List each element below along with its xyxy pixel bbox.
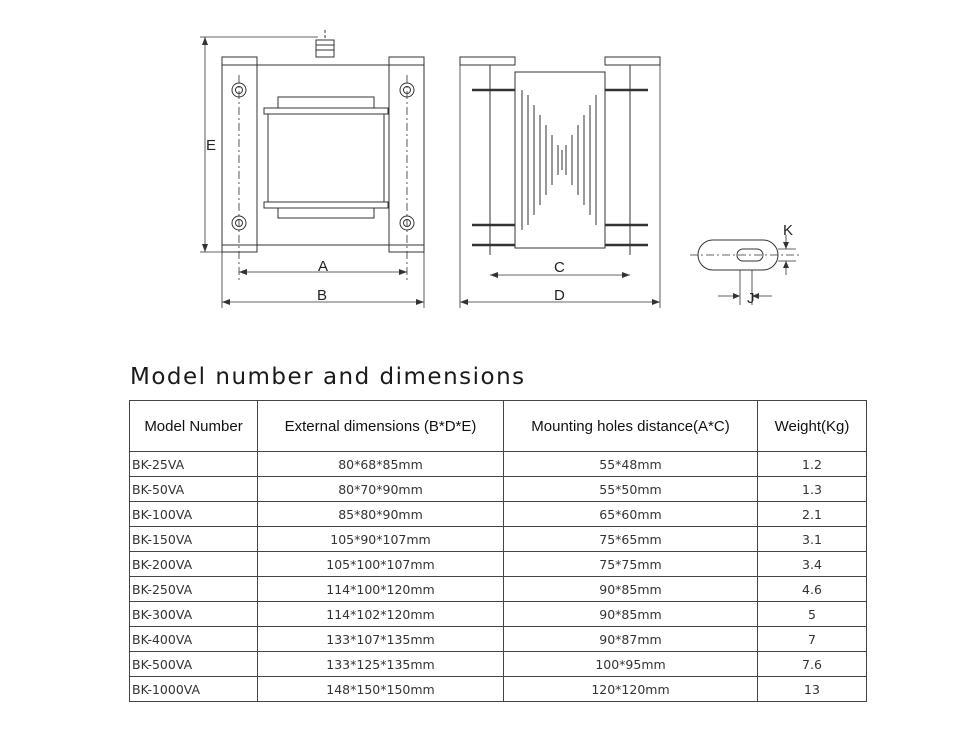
cell-weight: 7.6 <box>758 652 867 677</box>
cell-model: BK-25VA <box>130 452 258 477</box>
cell-weight: 1.3 <box>758 477 867 502</box>
section-title: Model number and dimensions <box>130 364 526 390</box>
cell-model: BK-500VA <box>130 652 258 677</box>
label-j: J <box>747 290 755 307</box>
cell-model: BK-250VA <box>130 577 258 602</box>
cell-external-dimensions: 105*90*107mm <box>258 527 504 552</box>
cell-mounting-holes: 65*60mm <box>504 502 758 527</box>
cell-model: BK-300VA <box>130 602 258 627</box>
cell-model: BK-100VA <box>130 502 258 527</box>
cell-external-dimensions: 148*150*150mm <box>258 677 504 702</box>
table-row <box>130 652 867 677</box>
label-c: C <box>554 259 565 276</box>
table-row <box>130 577 867 602</box>
cell-model: BK-400VA <box>130 627 258 652</box>
cell-weight: 3.1 <box>758 527 867 552</box>
cell-model: BK-50VA <box>130 477 258 502</box>
cell-weight: 2.1 <box>758 502 867 527</box>
table-row <box>130 452 867 477</box>
cell-mounting-holes: 120*120mm <box>504 677 758 702</box>
cell-weight: 5 <box>758 602 867 627</box>
cell-mounting-holes: 75*75mm <box>504 552 758 577</box>
label-a: A <box>318 258 329 275</box>
cell-weight: 1.2 <box>758 452 867 477</box>
header-external-dimensions: External dimensions (B*D*E) <box>258 401 504 452</box>
header-model-number: Model Number <box>130 401 258 452</box>
table-row <box>130 552 867 577</box>
table-row <box>130 527 867 552</box>
cell-weight: 4.6 <box>758 577 867 602</box>
front-view <box>200 30 424 308</box>
table-row <box>130 602 867 627</box>
cell-mounting-holes: 100*95mm <box>504 652 758 677</box>
table-header-row <box>130 401 867 452</box>
transformer-dimension-drawing <box>0 0 960 330</box>
cell-model: BK-150VA <box>130 527 258 552</box>
header-mounting-holes: Mounting holes distance(A*C) <box>504 401 758 452</box>
cell-weight: 7 <box>758 627 867 652</box>
cell-mounting-holes: 90*87mm <box>504 627 758 652</box>
dimensions-table <box>129 400 867 702</box>
table-row <box>130 677 867 702</box>
cell-external-dimensions: 105*100*107mm <box>258 552 504 577</box>
label-k: K <box>783 222 794 239</box>
cell-external-dimensions: 114*102*120mm <box>258 602 504 627</box>
cell-mounting-holes: 55*50mm <box>504 477 758 502</box>
slot-hole-detail <box>690 235 800 305</box>
label-d: D <box>554 287 565 304</box>
header-weight: Weight(Kg) <box>758 401 867 452</box>
cell-weight: 3.4 <box>758 552 867 577</box>
cell-mounting-holes: 90*85mm <box>504 602 758 627</box>
cell-model: BK-200VA <box>130 552 258 577</box>
label-b: B <box>317 287 328 304</box>
cell-external-dimensions: 80*70*90mm <box>258 477 504 502</box>
cell-external-dimensions: 133*107*135mm <box>258 627 504 652</box>
cell-model: BK-1000VA <box>130 677 258 702</box>
label-e: E <box>206 137 217 154</box>
cell-external-dimensions: 133*125*135mm <box>258 652 504 677</box>
cell-mounting-holes: 55*48mm <box>504 452 758 477</box>
cell-external-dimensions: 85*80*90mm <box>258 502 504 527</box>
table-row <box>130 502 867 527</box>
cell-mounting-holes: 75*65mm <box>504 527 758 552</box>
cell-external-dimensions: 114*100*120mm <box>258 577 504 602</box>
cell-mounting-holes: 90*85mm <box>504 577 758 602</box>
cell-weight: 13 <box>758 677 867 702</box>
table-row <box>130 477 867 502</box>
cell-external-dimensions: 80*68*85mm <box>258 452 504 477</box>
table-row <box>130 627 867 652</box>
front-view-arrows <box>202 37 424 305</box>
